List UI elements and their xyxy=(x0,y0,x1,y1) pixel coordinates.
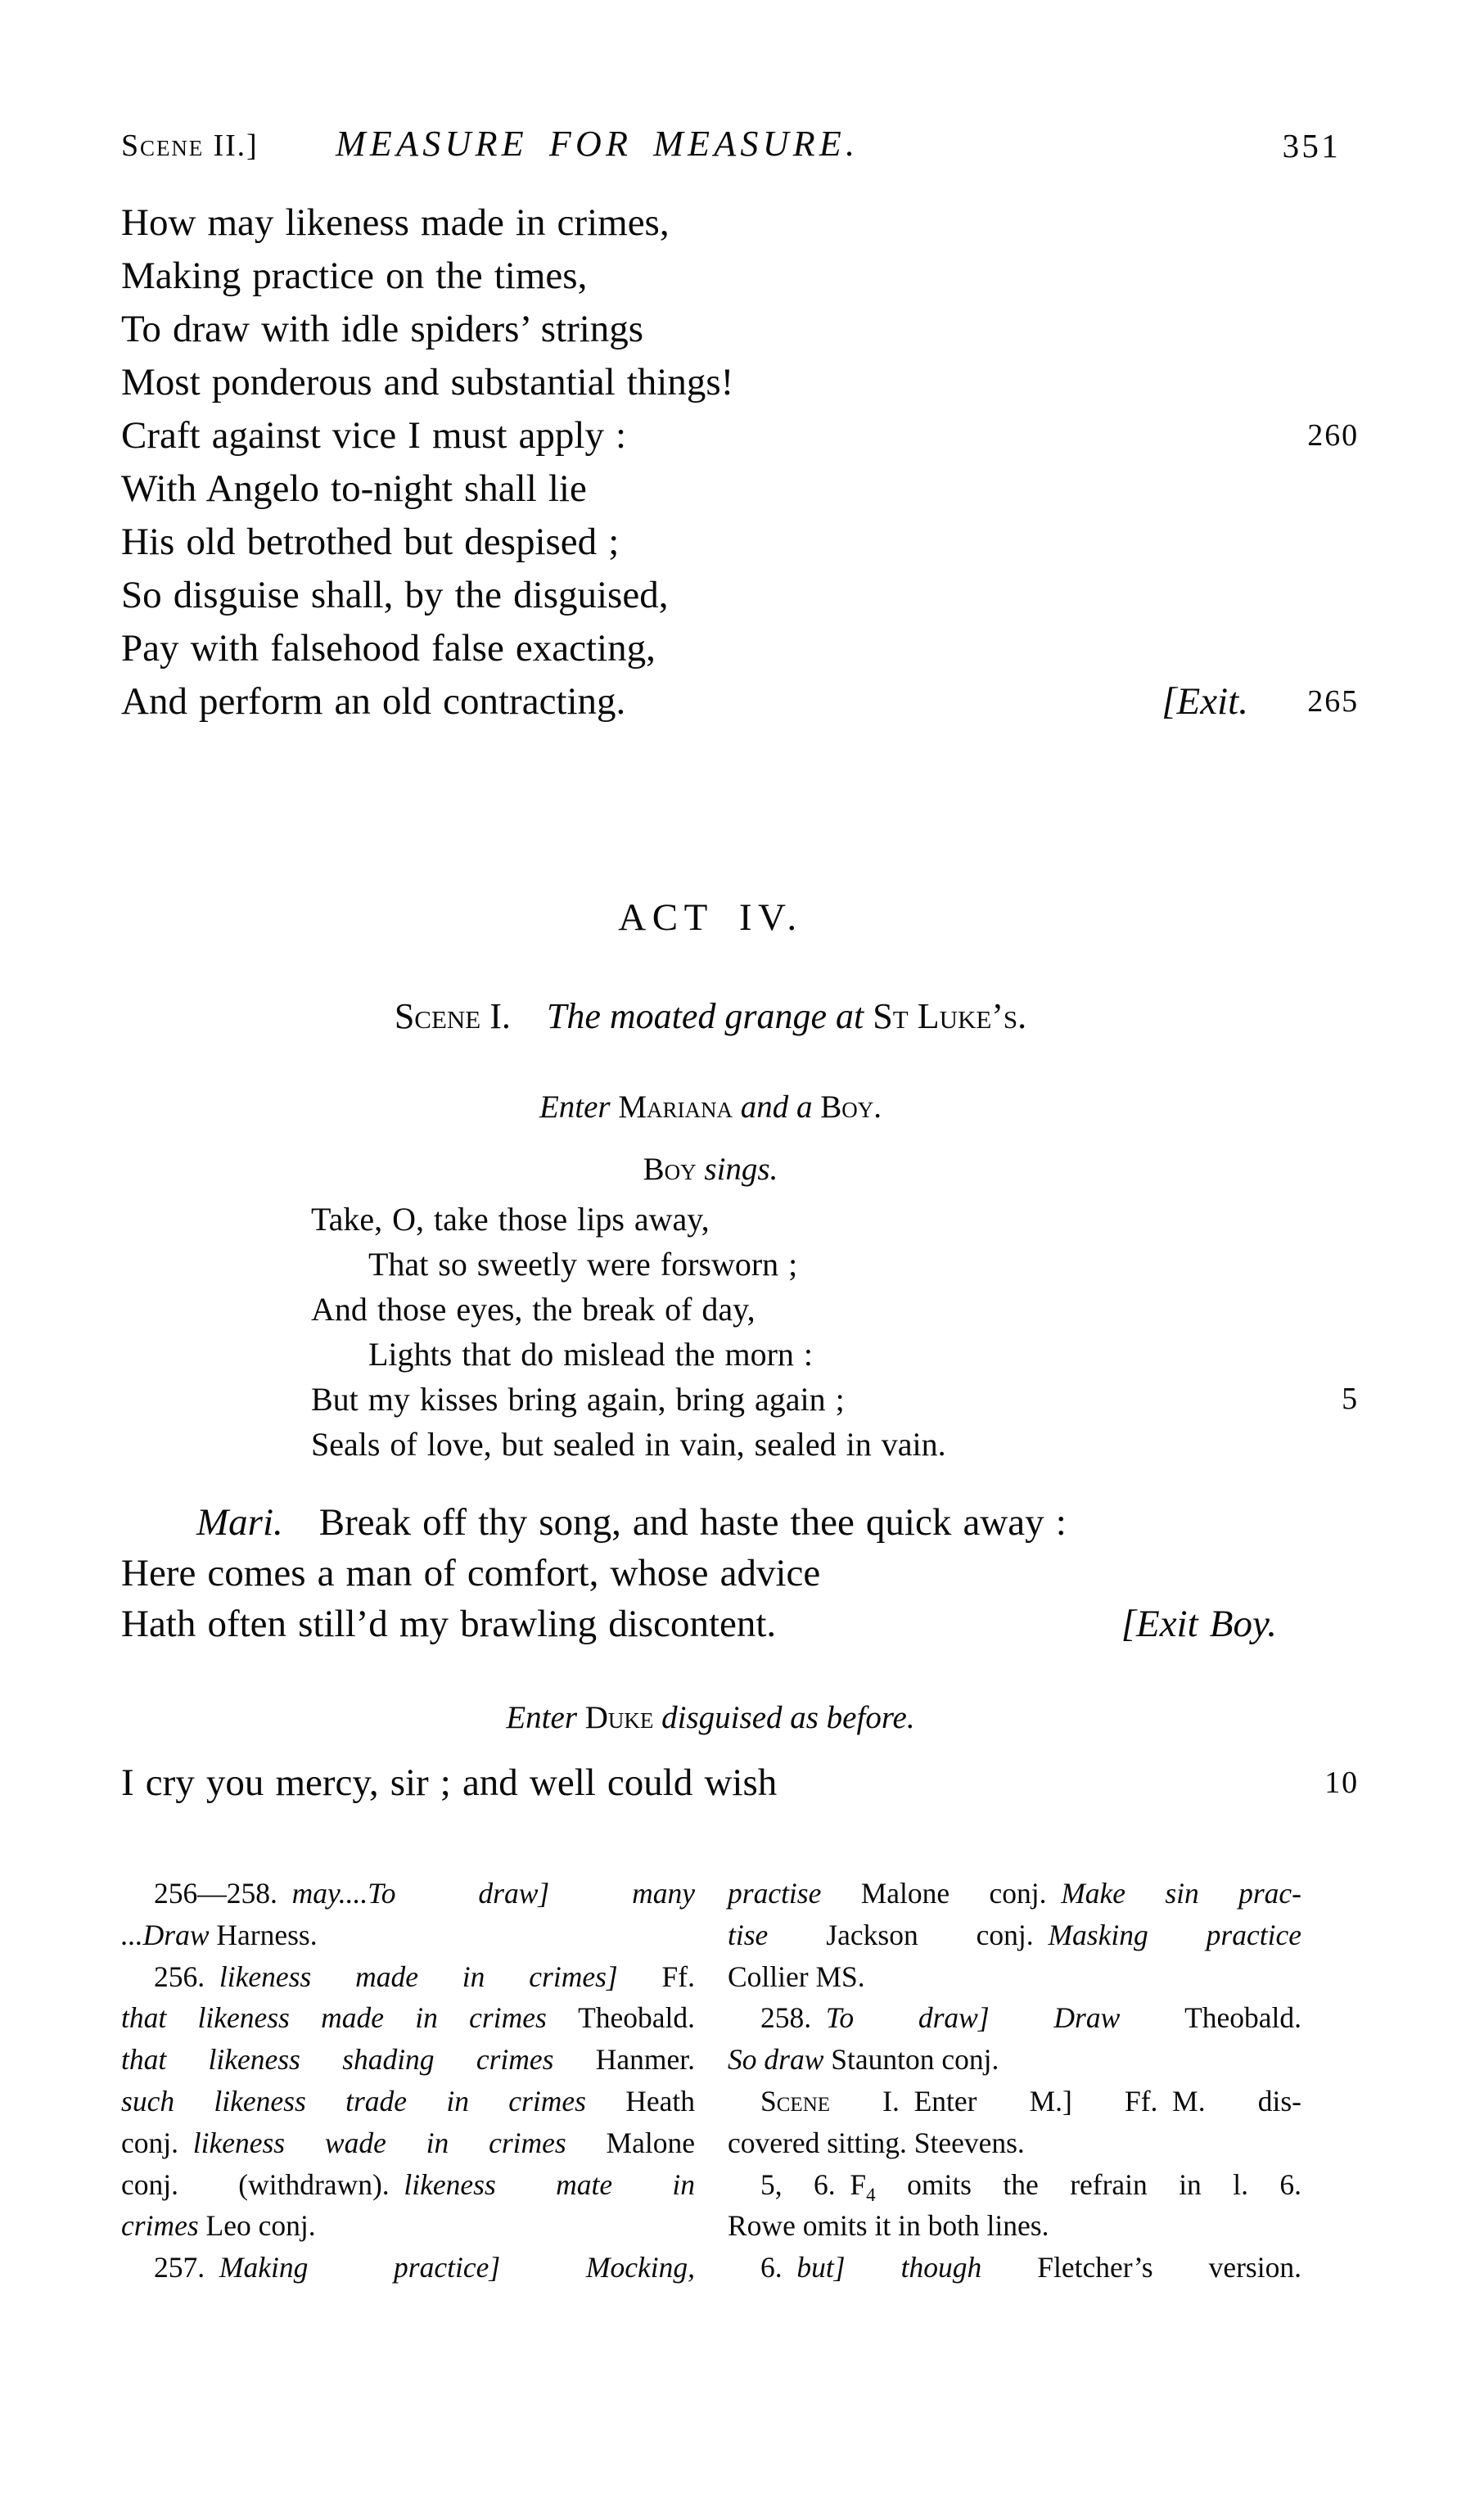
text-segment: Make sin prac- xyxy=(1061,1877,1301,1910)
text-segment: To draw with idle spiders’ strings xyxy=(121,308,644,350)
text-line xyxy=(121,1377,1359,1422)
text-segment: Craft against vice I must apply : xyxy=(121,414,627,457)
text-line xyxy=(121,1332,1359,1377)
text-segment: The moated grange at xyxy=(546,996,873,1036)
mariana-speech xyxy=(121,1497,1359,1649)
text-segment: Harness. xyxy=(216,1918,318,1951)
text-segment: disguised as before. xyxy=(661,1700,915,1735)
text-segment: Collier MS. xyxy=(728,1960,865,1993)
text-segment: Leo conj. xyxy=(205,2209,316,2243)
text-line xyxy=(121,569,1359,622)
text-segment: And those eyes, the break of day, xyxy=(311,1291,756,1328)
text-segment: Scene I. xyxy=(760,2084,914,2117)
text-segment: Heath xyxy=(625,2084,695,2117)
text-segment: And perform an old contracting. xyxy=(121,680,626,723)
text-line xyxy=(121,622,1359,675)
text-segment: that likeness shading crimes xyxy=(121,2043,596,2077)
text-segment: With Angelo to-night shall lie xyxy=(121,467,587,510)
footnote-line xyxy=(121,2039,695,2081)
text-segment: Hath often still’d my brawling discontent. xyxy=(121,1603,777,1645)
text-segment: Mariana xyxy=(618,1089,741,1125)
footnote-line xyxy=(728,2247,1301,2289)
text-segment: ...Draw xyxy=(121,1918,217,1951)
footnote-line xyxy=(121,2081,695,2122)
text-segment: Jackson conj. xyxy=(826,1918,1049,1951)
text-segment: Duke xyxy=(584,1700,662,1735)
text-segment: His old betrothed but despised ; xyxy=(121,521,620,563)
text-segment: crimes xyxy=(121,2209,206,2243)
text-segment: sings. xyxy=(704,1152,778,1187)
text-segment: Here comes a man of comfort, whose advice xyxy=(121,1552,821,1594)
footnote-line xyxy=(121,1914,695,1956)
footnote-line xyxy=(121,1873,695,1914)
act-heading: ACT IV. xyxy=(618,896,803,939)
text-segment: So disguise shall, by the disguised, xyxy=(121,574,669,616)
stage-direction-exit: [Exit Boy. xyxy=(1121,1603,1277,1645)
running-header-scene: Scene II.] xyxy=(121,129,259,163)
text-segment: 256. xyxy=(154,1960,219,1993)
text-segment: conj. (withdrawn). xyxy=(121,2167,404,2201)
text-segment: Mari. xyxy=(196,1501,283,1544)
text-line xyxy=(121,303,1359,356)
verse-block xyxy=(121,196,1359,728)
footnote-line xyxy=(728,2205,1301,2247)
text-line xyxy=(121,516,1359,569)
footnote-column-left xyxy=(121,1873,695,2289)
text-segment: Fletcher’s version. xyxy=(1037,2251,1301,2284)
text-line xyxy=(121,675,1359,728)
scene-heading xyxy=(121,995,1300,1037)
line-number: 260 xyxy=(1307,418,1359,453)
text-segment: likeness mate in xyxy=(404,2167,696,2201)
text-segment: Malone conj. xyxy=(860,1877,1062,1910)
text-segment: To draw] Draw xyxy=(825,2001,1185,2035)
footnote-line xyxy=(728,1956,1301,1998)
line-number: 5 xyxy=(1342,1382,1359,1416)
line-number: 10 xyxy=(1324,1766,1359,1800)
duke-speech xyxy=(121,1757,1359,1810)
text-segment: 6. xyxy=(760,2251,797,2284)
footnotes xyxy=(121,1873,1301,2289)
text-segment: tise xyxy=(728,1918,827,1951)
text-segment: I cry you mercy, sir ; and well could wish xyxy=(121,1761,778,1804)
footnote-line xyxy=(728,1914,1301,1956)
text-line xyxy=(121,1287,1359,1332)
text-segment: conj. xyxy=(121,2126,193,2159)
text-line xyxy=(121,250,1359,303)
text-line xyxy=(121,409,1359,462)
text-segment: may....To draw] many xyxy=(291,1877,695,1910)
text-segment: But my kisses bring again, bring again ; xyxy=(311,1381,845,1418)
text-segment: Theobald. xyxy=(1184,2001,1301,2035)
footnote-line xyxy=(728,2164,1301,2206)
running-header-title: MEASURE FOR MEASURE. xyxy=(336,124,859,164)
text-segment: Theobald. xyxy=(578,2001,695,2035)
text-segment: Break off thy song, and haste thee quick away : xyxy=(318,1501,1067,1544)
text-segment: So draw xyxy=(728,2043,832,2077)
text-segment: and a xyxy=(740,1089,821,1125)
footnote-line xyxy=(728,1997,1301,2039)
footnote-line xyxy=(121,2247,695,2289)
text-segment: Enter xyxy=(539,1089,619,1125)
text-line xyxy=(121,1497,1359,1548)
text-segment: Scene I. xyxy=(394,996,511,1036)
text-segment xyxy=(511,996,547,1036)
text-segment: Take, O, take those lips away, xyxy=(311,1201,710,1238)
text-segment: Boy. xyxy=(820,1089,882,1125)
footnote-line xyxy=(121,2164,695,2206)
text-segment: 256—258. xyxy=(154,1877,292,1910)
text-line xyxy=(121,1422,1359,1467)
running-header xyxy=(121,123,1359,180)
text-segment: Making practice] Mocking, xyxy=(219,2251,695,2284)
text-segment: Rowe omits it in both lines. xyxy=(728,2209,1049,2243)
text-line xyxy=(121,1197,1359,1242)
text-line xyxy=(121,1757,1359,1810)
text-segment: likeness made in crimes] xyxy=(219,1960,662,1993)
footnote-line xyxy=(728,1873,1301,1914)
stage-direction-enter-mariana xyxy=(121,1089,1300,1125)
text-line xyxy=(121,1548,1359,1599)
text-segment: Malone xyxy=(606,2126,695,2159)
footnote-column-right xyxy=(728,1873,1301,2289)
text-segment: Seals of love, but sealed in vain, sealed in vain. xyxy=(311,1426,946,1463)
text-segment: 5, 6. F xyxy=(760,2167,867,2201)
text-segment: covered sitting. Steevens. xyxy=(728,2126,1025,2159)
text-segment: but] though xyxy=(796,2251,1038,2284)
text-segment: Staunton conj. xyxy=(831,2043,999,2077)
text-line xyxy=(121,1599,1359,1649)
text-segment: That so sweetly were forsworn ; xyxy=(368,1246,798,1283)
text-segment: omits the refrain in l. 6. xyxy=(875,2167,1301,2201)
text-segment: How may likeness made in crimes, xyxy=(121,201,670,244)
footnote-line xyxy=(728,2081,1301,2122)
page-number: 351 xyxy=(1282,127,1341,165)
text-segment: Pay with falsehood false exacting, xyxy=(121,627,656,670)
text-segment: Masking practice xyxy=(1048,1918,1301,1951)
text-segment: 4 xyxy=(866,2183,876,2205)
text-line xyxy=(121,462,1359,516)
stage-direction-exit: [Exit. xyxy=(1161,680,1248,723)
footnote-line xyxy=(728,2039,1301,2081)
text-segment: 257. xyxy=(154,2251,219,2284)
text-segment: such likeness trade in crimes xyxy=(121,2084,626,2117)
text-segment: practise xyxy=(728,1877,861,1910)
text-segment: Making practice on the times, xyxy=(121,255,588,297)
footnote-line xyxy=(121,1997,695,2039)
text-segment: Boy xyxy=(643,1152,705,1187)
text-segment: Enter M.] Ff. M. dis- xyxy=(913,2084,1301,2117)
text-line xyxy=(121,196,1359,250)
text-segment: Most ponderous and substantial things! xyxy=(121,361,734,404)
song-block xyxy=(121,1197,1359,1467)
stage-direction-enter-duke xyxy=(121,1699,1300,1736)
line-number: 265 xyxy=(1307,684,1359,719)
footnote-line xyxy=(728,2122,1301,2164)
stage-direction-boy-sings xyxy=(121,1151,1300,1188)
footnote-line xyxy=(121,1956,695,1998)
text-line xyxy=(121,1242,1359,1287)
text-segment: St Luke’s. xyxy=(873,996,1027,1036)
text-segment: that likeness made in crimes xyxy=(121,2001,579,2035)
footnote-line xyxy=(121,2205,695,2247)
text-line xyxy=(121,356,1359,409)
text-segment: 258. xyxy=(760,2001,826,2035)
text-segment: Ff. xyxy=(661,1960,695,1993)
footnote-line xyxy=(121,2122,695,2164)
text-segment: Hanmer. xyxy=(595,2043,695,2077)
text-segment: Lights that do mislead the morn : xyxy=(368,1336,814,1373)
text-segment: Enter xyxy=(506,1700,585,1735)
text-segment: likeness wade in crimes xyxy=(192,2126,607,2159)
